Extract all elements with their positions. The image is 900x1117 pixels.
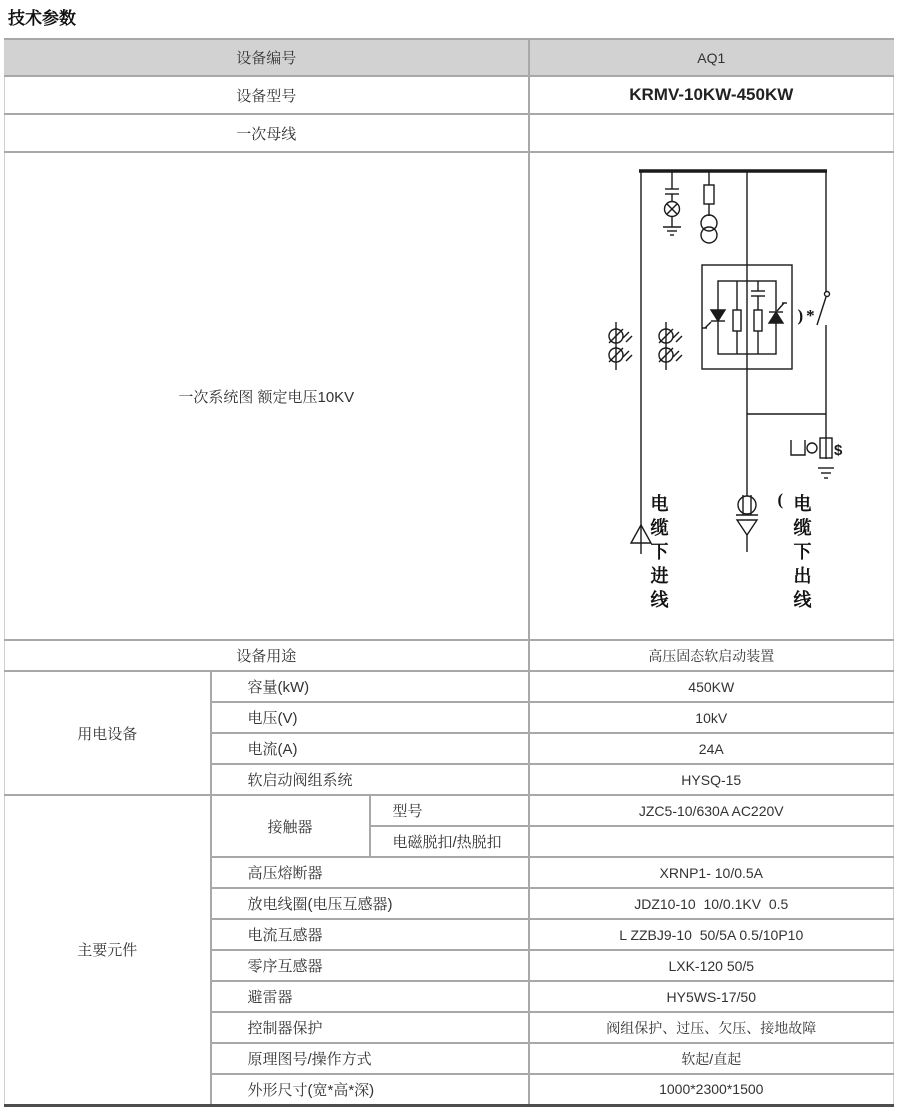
group-label: 用电设备 (5, 671, 211, 795)
row-value: XRNP1- 10/0.5A (529, 857, 894, 888)
fuse-icon (704, 185, 714, 204)
group-label: 主要元件 (5, 795, 211, 1105)
row-value: 24A (529, 733, 894, 764)
table-row (5, 39, 894, 76)
diagram-row (5, 152, 894, 640)
cable-incoming-feeder (631, 171, 651, 554)
earthing-indicator (791, 438, 843, 478)
outgoing-paren-mark: ( (777, 490, 784, 509)
row-value: 阀组保护、过压、欠压、接地故障 (529, 1012, 894, 1043)
row-label: 设备用途 (5, 640, 529, 671)
spec-table (4, 38, 894, 1107)
table-row (5, 640, 894, 671)
table-row (5, 76, 894, 114)
resistor-icon (733, 281, 741, 354)
row-value: 高压固态软启动装置 (529, 640, 894, 671)
switch-pivot-icon (824, 292, 829, 297)
row-value: KRMV-10KW-450KW (529, 76, 894, 114)
row-label: 原理图号/操作方式 (211, 1043, 529, 1074)
bypass-mark: )* (797, 306, 818, 325)
row-label: 放电线圈(电压互感器) (211, 888, 529, 919)
sub-group-label: 接触器 (211, 795, 370, 857)
page-title: 技术参数 (8, 9, 76, 28)
row-value (529, 826, 894, 857)
row-value: LXK-120 50/5 (529, 950, 894, 981)
one-line-diagram (530, 153, 894, 639)
row-value: 1000*2300*1500 (529, 1074, 894, 1105)
row-label: 电流(A) (211, 733, 529, 764)
row-label: 电压(V) (211, 702, 529, 733)
row-value: JZC5-10/630A AC220V (529, 795, 894, 826)
row-label: 一次系统图 额定电压10KV (5, 152, 529, 640)
row-label: 软启动阀组系统 (211, 764, 529, 795)
row-label: 容量(kW) (211, 671, 529, 702)
row-label: 电流互感器 (211, 919, 529, 950)
diagram-cell (529, 152, 894, 640)
thyristor-module (702, 171, 792, 496)
table-row (5, 795, 894, 826)
one-line-diagram-svg (530, 153, 894, 639)
row-label: 型号 (370, 795, 529, 826)
thyristor-up-icon (769, 303, 787, 323)
table-row (5, 671, 894, 702)
cable-terminal-icon (737, 520, 757, 535)
bypass-switch (817, 171, 830, 459)
row-label: 一次母线 (5, 114, 529, 152)
row-label: 外形尺寸(宽*高*深) (211, 1074, 529, 1105)
row-value: AQ1 (529, 39, 894, 76)
row-label: 避雷器 (211, 981, 529, 1012)
ground-icon (818, 468, 834, 478)
row-value: HYSQ-15 (529, 764, 894, 795)
row-label: 控制器保护 (211, 1012, 529, 1043)
row-label: 电磁脱扣/热脱扣 (370, 826, 529, 857)
row-value (529, 114, 894, 152)
row-value: L ZZBJ9-10 50/5A 0.5/10P10 (529, 919, 894, 950)
cable-outgoing-terminal (736, 495, 758, 552)
row-value: JDZ10-10 10/0.1KV 0.5 (529, 888, 894, 919)
table-row (5, 114, 894, 152)
row-label: 高压熔断器 (211, 857, 529, 888)
current-transformer-icon (609, 322, 632, 370)
current-transformer-icon (659, 322, 682, 370)
incoming-cable-label: 电缆下进线 (648, 494, 669, 614)
row-label: 设备型号 (5, 76, 529, 114)
outgoing-cable-label: 电缆下出线 (791, 494, 812, 614)
row-value: 10kV (529, 702, 894, 733)
rc-snubber-branch (751, 281, 765, 354)
row-label: 零序互感器 (211, 950, 529, 981)
row-value: 软起/直起 (529, 1043, 894, 1074)
row-label: 设备编号 (5, 39, 529, 76)
ground-icon (663, 227, 681, 235)
thyristor-down-icon (702, 310, 725, 328)
voltage-indicator-branch (663, 171, 681, 235)
row-value: 450KW (529, 671, 894, 702)
dollar-mark: $ (833, 442, 842, 459)
row-value: HY5WS-17/50 (529, 981, 894, 1012)
pt-fuse-branch (701, 171, 717, 243)
switch-blade (817, 297, 826, 325)
